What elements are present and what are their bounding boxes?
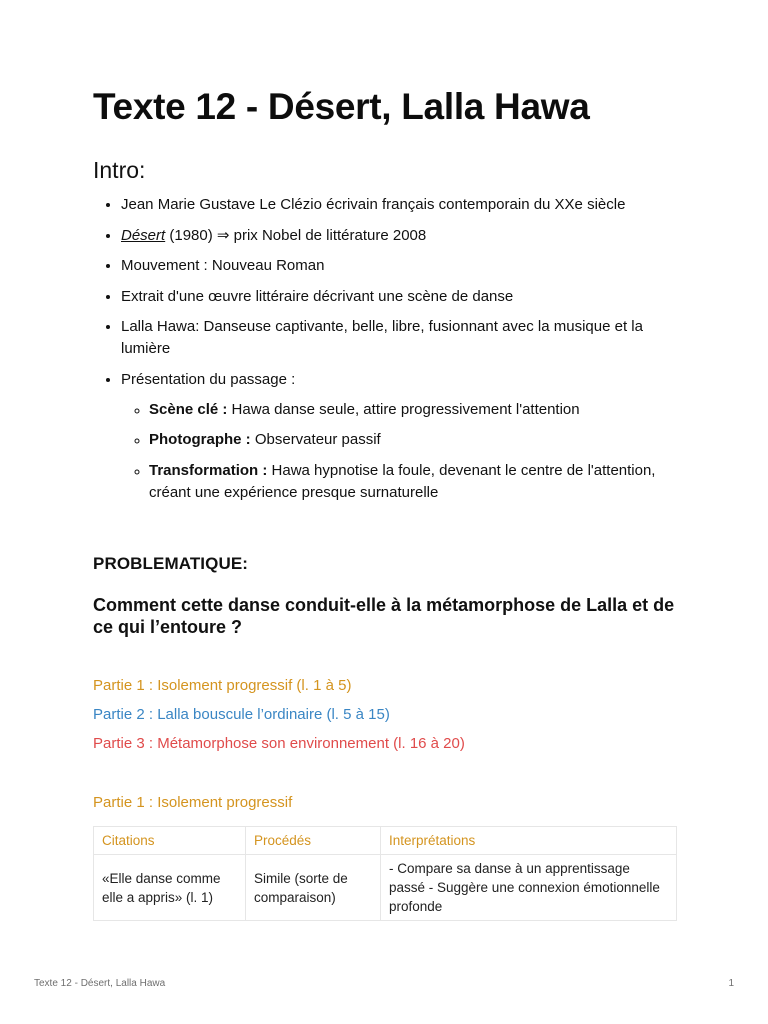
part-1-heading: Partie 1 : Isolement progressif — [93, 794, 293, 811]
footer-document-title: Texte 12 - Désert, Lalla Hawa — [34, 978, 166, 989]
bullet-movement — [121, 255, 683, 277]
sub-bullet-photographer — [149, 429, 683, 451]
part-3-item: Partie 3 : Métamorphose son environnement (l. 16 à 20) — [93, 735, 465, 752]
sub-bullet-text: Hawa hypnotise la foule, devenant le centre de l'attention, créant une expérience presque surnaturelle — [149, 461, 656, 501]
presentation-sub-list — [121, 399, 683, 504]
table-cell-citation: «Elle danse comme elle a appris» (l. 1) — [94, 855, 246, 921]
table-cell-procede: Simile (sorte de comparaison) — [246, 855, 381, 921]
problematique-question: Comment cette danse conduit-elle à la métamorphose de Lalla et de ce qui l’entoure ? — [93, 595, 675, 637]
bullet-extract — [121, 286, 683, 308]
intro-heading: Intro: — [93, 157, 146, 183]
part-1-item: Partie 1 : Isolement progressif (l. 1 à 5) — [93, 677, 352, 694]
column-header-procedes: Procédés — [246, 827, 381, 855]
table-cell-interpretation: - Compare sa danse à un apprentissage passé - Suggère une connexion émotionnelle profonde — [381, 855, 677, 921]
bullet-author — [121, 194, 683, 216]
book-title-link[interactable]: Désert — [121, 226, 166, 244]
sub-bullet-text: Hawa danse seule, attire progressivement l'attention — [227, 400, 580, 418]
problematique-label: PROBLEMATIQUE: — [93, 554, 249, 573]
sub-bullet-text: Observateur passif — [250, 431, 381, 448]
column-header-citations: Citations — [94, 827, 246, 855]
table-row — [94, 855, 677, 921]
bullet-text: Présentation du passage : — [121, 370, 296, 388]
bullet-presentation — [121, 369, 683, 504]
table-header-row — [94, 827, 677, 855]
part-2-item: Partie 2 : Lalla bouscule l’ordinaire (l. 5 à 15) — [93, 706, 390, 723]
sub-bullet-label: Transformation : — [149, 461, 268, 479]
sub-bullet-transformation — [149, 460, 683, 504]
bullet-desert — [121, 225, 683, 247]
sub-bullet-label: Photographe : — [149, 431, 251, 448]
bullet-lalla — [121, 316, 683, 360]
footer-page-number: 1 — [728, 978, 734, 989]
bullet-text: Mouvement : Nouveau Roman — [121, 257, 325, 274]
sub-bullet-label: Scène clé : — [149, 400, 228, 418]
column-header-interpretations: Interprétations — [381, 827, 677, 855]
bullet-text: Jean Marie Gustave Le Clézio écrivain français contemporain du XXe siècle — [121, 196, 626, 213]
bullet-text: Extrait d'une œuvre littéraire décrivant une scène de danse — [121, 287, 514, 305]
document-title: Texte 12 - Désert, Lalla Hawa — [93, 86, 590, 127]
bullet-text: Lalla Hawa: Danseuse captivante, belle, libre, fusionnant avec la musique et la lumière — [121, 318, 643, 357]
intro-bullet-list — [93, 194, 683, 512]
sub-bullet-scene — [149, 399, 683, 421]
bullet-text: (1980) ⇒ prix Nobel de littérature 2008 — [165, 226, 427, 244]
parts-list — [93, 675, 465, 762]
citations-table — [93, 826, 677, 921]
